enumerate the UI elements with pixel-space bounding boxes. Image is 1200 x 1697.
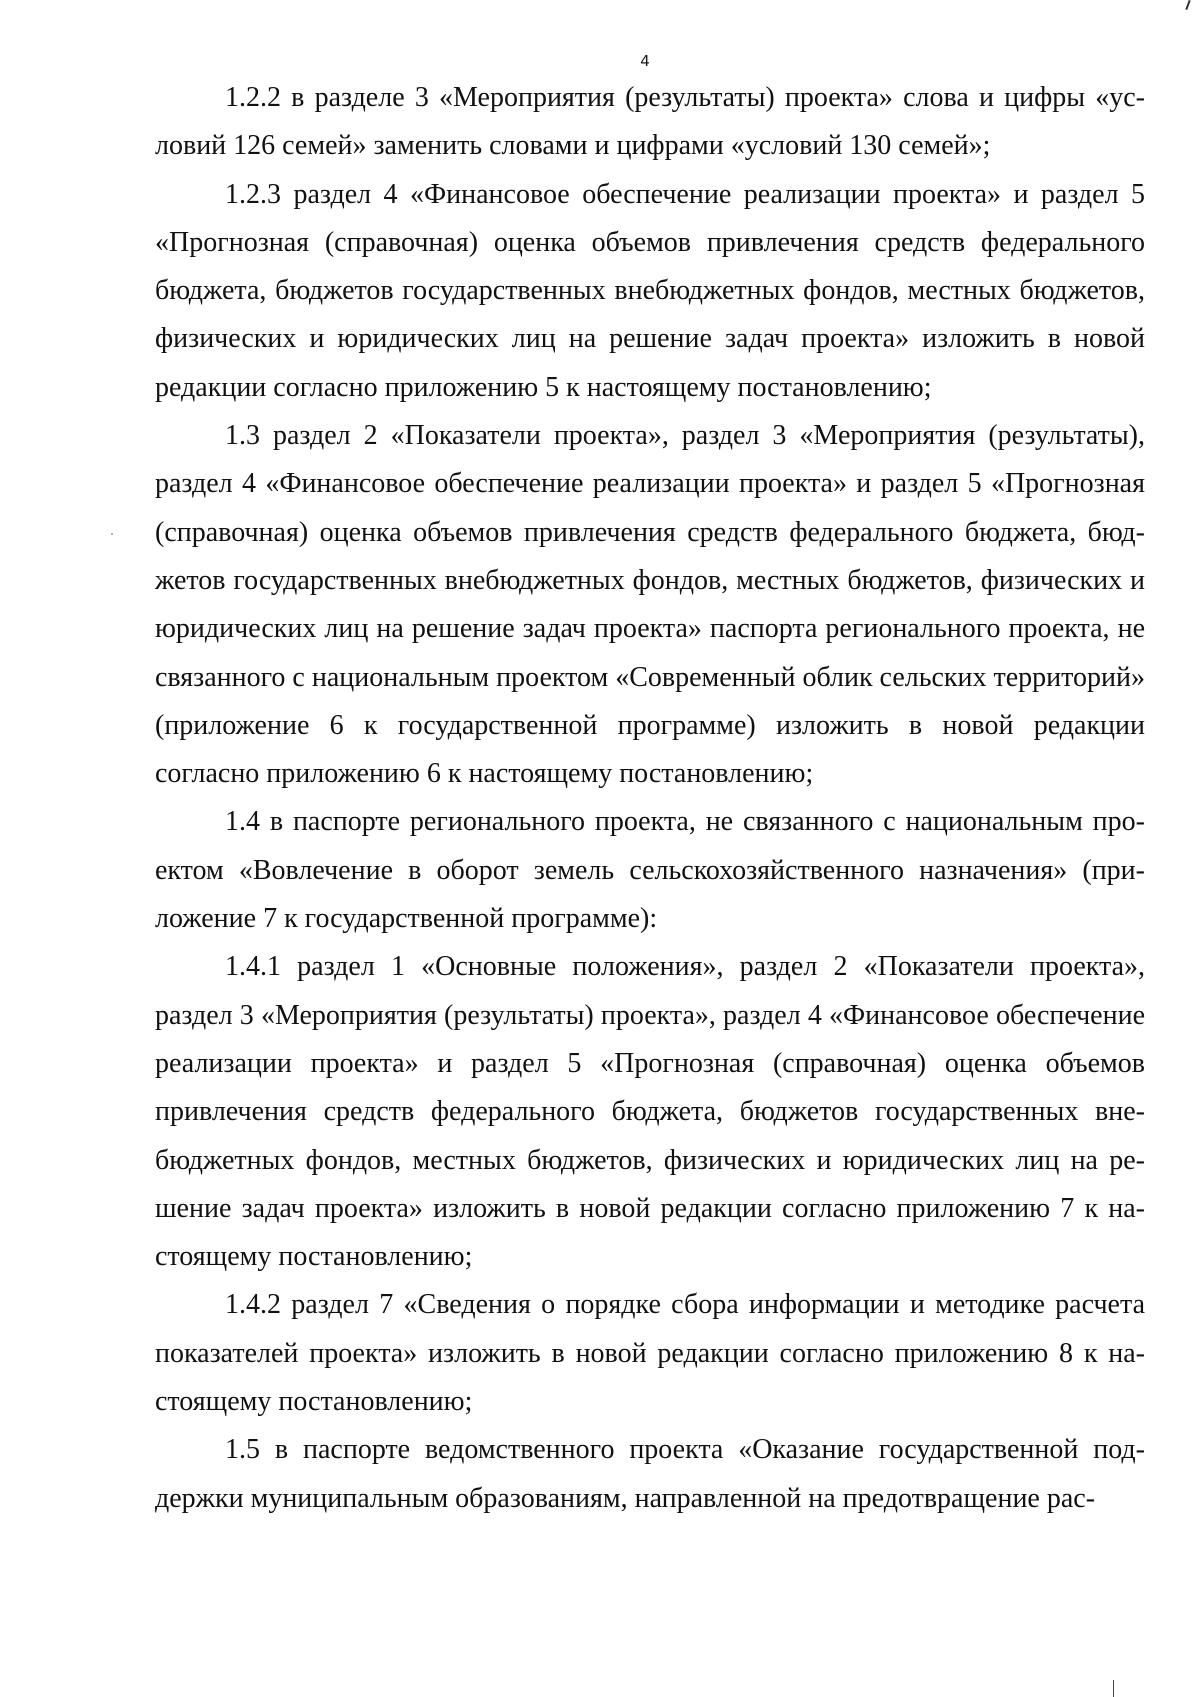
scan-edge-mark xyxy=(1185,0,1190,10)
paragraph-1-5: 1.5 в паспорте ведомственного проекта «Оказание государственной поддержки муниципальным образованиям, направленной на предотвращение рас- xyxy=(155,1434,1145,1514)
paragraph-1-3: 1.3 раздел 2 «Показатели проекта», раздел 3 «Мероприятия (результаты), раздел 4 «Финансовое обеспечение реализации проекта» и раздел 5 «Прогнозная (справочная) оценка объемов привлечения средств федерального бюджета, бюджетов государственных внебюджетных фондов, местных бюджетов, физических и юридических лиц на решение задач проекта» паспорта регионального проекта, не связанного с национальным проектом «Современный облик сельских территорий» (приложение 6 к государственной программе) изложить в новой редакции согласно приложению 6 к настоящему постановлению; xyxy=(155,420,1145,790)
scan-edge-mark-bottom xyxy=(1113,1680,1114,1697)
scan-speck xyxy=(111,533,113,535)
page-number: 4 xyxy=(640,52,650,70)
paragraph-1-2-3: 1.2.3 раздел 4 «Финансовое обеспечение реализации проекта» и раздел 5 «Прогнозная (справочная) оценка объемов привлечения средств федерального бюджета, бюджетов государственных внебюджетных фондов, местных бюджетов, физических и юридических лиц на решение задач проекта» изложить в новой редакции согласно приложению 5 к настоящему постановлению; xyxy=(155,178,1145,403)
paragraph-1-4-2: 1.4.2 раздел 7 «Сведения о порядке сбора информации и методике расчета показателей проекта» изложить в новой редакции согласно приложению 8 к настоящему постановлению; xyxy=(155,1289,1145,1418)
paragraph-1-2-2: 1.2.2 в разделе 3 «Мероприятия (результаты) проекта» слова и цифры «условий 126 семей» заменить словами и цифрами «условий 130 семей»; xyxy=(155,82,1145,162)
paragraph-1-4: 1.4 в паспорте регионального проекта, не связанного с национальным проектом «Вовлечение в оборот земель сельскохозяйственного назначения» (приложение 7 к государственной программе): xyxy=(155,806,1145,935)
paragraph-1-4-1: 1.4.1 раздел 1 «Основные положения», раздел 2 «Показатели проекта», раздел 3 «Мероприятия (результаты) проекта», раздел 4 «Финансовое обеспечение реализации проекта» и раздел 5 «Прогнозная (справочная) оценка объемов привлечения средств федерального бюджета, бюджетов государственных внебюджетных фондов, местных бюджетов, физических и юридических лиц на решение задач проекта» изложить в новой редакции согласно приложению 7 к настоящему постановлению; xyxy=(155,951,1145,1273)
document-body xyxy=(155,74,1145,1523)
